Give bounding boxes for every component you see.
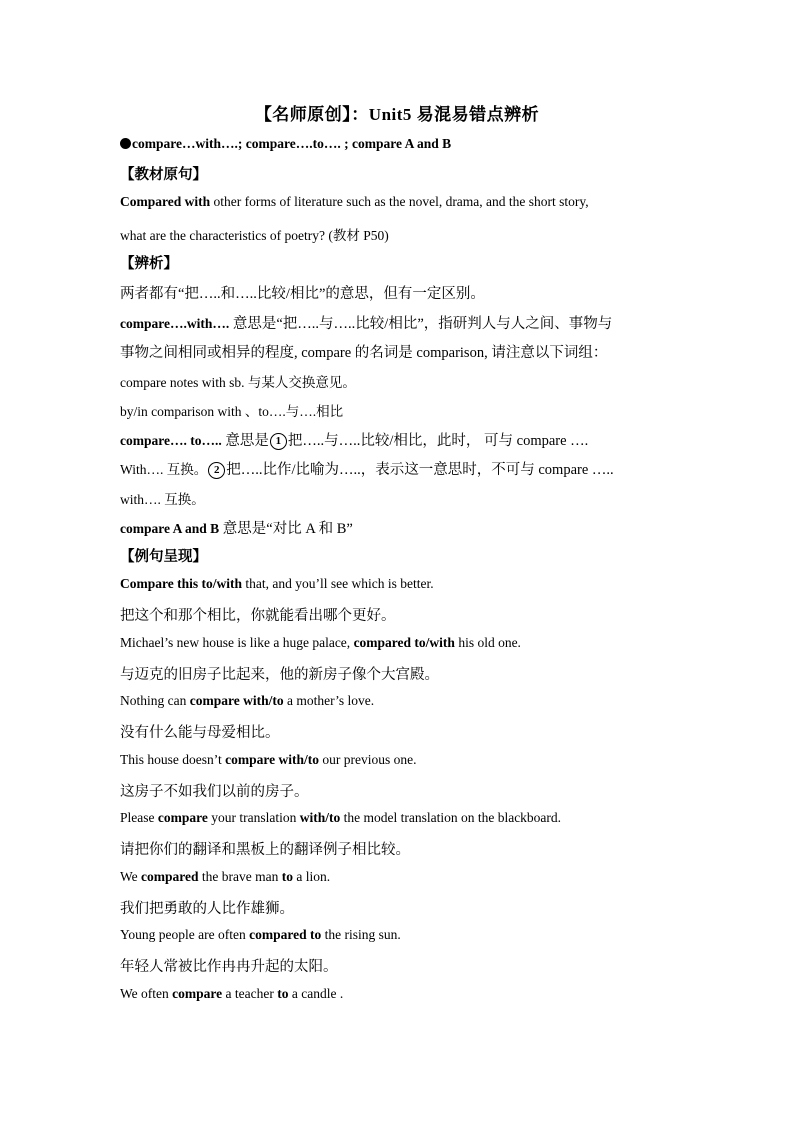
example-text: Please (120, 810, 158, 825)
example-keyword: compare (172, 985, 223, 1001)
example-text: a mother’s love. (283, 693, 375, 708)
phrase-compare-notes: compare notes with sb. 与某人交换意见。 (120, 375, 356, 390)
analysis-compare-to-line2: With…. 互换。 2 把…..比作/比喻为…..，表示这一意思时，不可与 compare ….. (120, 462, 614, 478)
textbook-sentence-line2: what are the characteristics of poetry? (教材 P50) (120, 228, 389, 243)
example-text: Young people are often (120, 927, 250, 942)
topic-text: compare…with….; compare….to…. ; compare A and B (132, 136, 452, 151)
example-text: the rising sun. (321, 927, 401, 942)
example-translation: 我们把勇敢的人比作雄狮。 (120, 900, 294, 917)
example-text: a teacher (222, 985, 278, 1001)
example-text: that, and you’ll see which is better. (242, 576, 434, 591)
analysis-compare-to-line1: compare…. to….. 意思是 1 把…..与…..比较/相比，此时， 可与 compare …. (120, 433, 589, 449)
compare-with-desc: 意思是“把…..与…..比较/相比”，指研判人与人之间、事物与 (229, 316, 613, 332)
example-sentence (120, 810, 680, 826)
example-keyword: compare with/to (225, 751, 319, 767)
example-keyword: with/to (299, 810, 341, 825)
example-text: a candle . (288, 985, 344, 1001)
example-keyword: compared to (249, 927, 322, 942)
example-text: Michael’s new house is like a huge palace, (120, 634, 354, 650)
circled-number-2: 2 (208, 462, 225, 479)
section-header-analysis: 【辨析】 (120, 256, 178, 272)
analysis-intro: 两者都有“把…..和…..比较/相比”的意思，但有一定区别。 (120, 286, 485, 302)
textbook-rest: other forms of literature such as the novel, drama, and the short story, (210, 194, 589, 209)
example-sentence (120, 752, 680, 768)
example-keyword: compare with/to (189, 693, 284, 708)
example-sentence (120, 576, 680, 592)
page-title: 【名师原创】：Unit5 易混易错点辨析 (254, 105, 540, 124)
example-translation: 没有什么能与母爱相比。 (120, 725, 280, 741)
example-translation: 这房子不如我们以前的房子。 (120, 783, 309, 800)
example-keyword: Compare this to/with (120, 576, 243, 591)
example-text: his old one. (454, 634, 521, 650)
example-sentence (120, 986, 680, 1002)
compare-to-term: compare…. to….. (120, 433, 222, 448)
example-text: This house doesn’t (120, 751, 226, 767)
bullet-icon (120, 138, 131, 149)
analysis-compare-with-line1 (120, 312, 680, 333)
example-text: a lion. (293, 868, 331, 884)
section-header-textbook: 【教材原句】 (120, 167, 207, 183)
example-text: We (120, 868, 142, 884)
example-text: your translation (207, 810, 300, 825)
analysis-compare-to-line3: with…. 互换。 (120, 492, 205, 507)
example-text: our previous one. (319, 751, 417, 767)
example-sentence (120, 927, 680, 943)
phrase-by-in-comparison: by/in comparison with 、to….与….相比 (120, 404, 344, 419)
topic-line (120, 136, 680, 152)
analysis-compare-a-and-b: compare A and B 意思是“对比 A 和 B” (120, 521, 353, 537)
section-header-examples: 【例句呈现】 (120, 549, 207, 565)
textbook-bold: Compared with (120, 194, 211, 209)
example-translation: 年轻人常被比作冉冉升起的太阳。 (120, 959, 338, 975)
example-keyword: compare (157, 810, 208, 825)
example-text: We often (120, 985, 173, 1001)
example-text: Nothing can (120, 693, 190, 708)
example-keyword: to (281, 868, 293, 884)
example-translation: 把这个和那个相比，你就能看出哪个更好。 (120, 608, 396, 624)
example-translation: 与迈克的旧房子比起来，他的新房子像个大宫殿。 (120, 666, 439, 683)
example-sentence (120, 635, 680, 651)
example-keyword: compared (141, 868, 199, 884)
compare-a-and-b-term: compare A and B (120, 521, 220, 536)
example-text: the brave man (198, 868, 282, 884)
example-sentence (120, 693, 680, 709)
circled-number-1: 1 (270, 433, 287, 450)
example-translation: 请把你们的翻译和黑板上的翻译例子相比较。 (120, 842, 410, 858)
example-text: the model translation on the blackboard. (340, 810, 562, 825)
example-sentence (120, 869, 680, 885)
compare-with-term: compare….with…. (120, 316, 230, 331)
textbook-sentence-line1 (120, 194, 680, 210)
example-keyword: compared to/with (353, 634, 455, 650)
analysis-compare-with-line2: 事物之间相同或相异的程度, compare 的名词是 comparison, 请注意以下词组： (120, 345, 608, 361)
example-keyword: to (277, 985, 289, 1001)
